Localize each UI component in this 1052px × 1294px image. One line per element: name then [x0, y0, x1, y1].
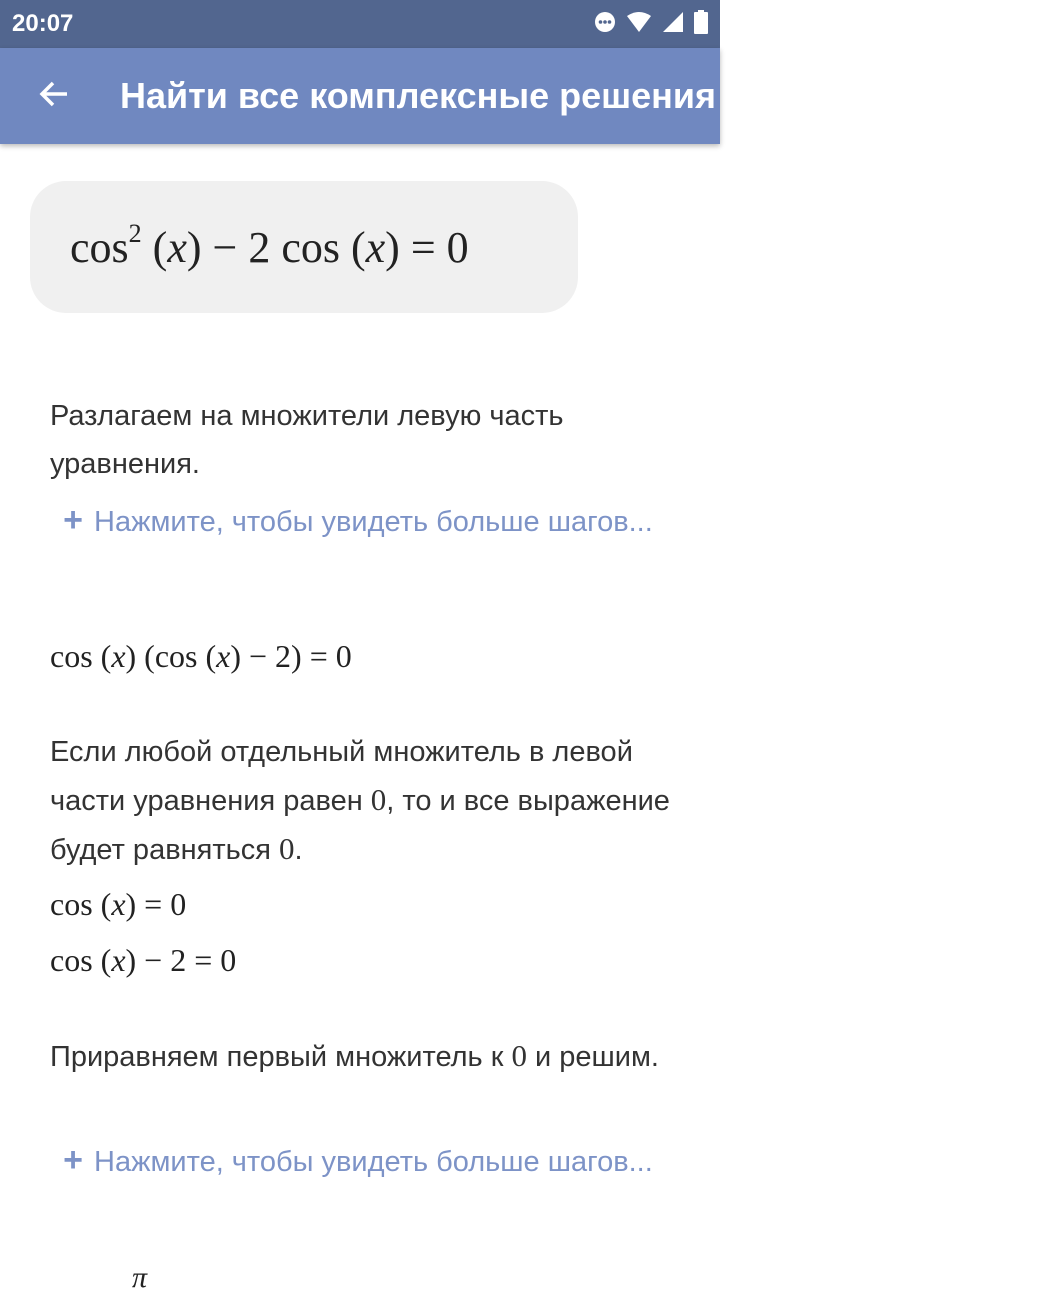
problem-equation-box — [30, 181, 578, 313]
plus-icon: + — [63, 1141, 83, 1179]
status-icons — [594, 12, 708, 36]
equation-cos-minus-two: cos (x) − 2 = 0 — [50, 942, 237, 978]
factored-equation: cos (x) (cos (x) − 2) = 0 — [50, 638, 352, 674]
first-factor-text: Приравняем первый множитель к 0 и решим. — [50, 1038, 659, 1073]
page-title: Найти все комплексные решения cos(x)^2-2cos(x)=0 — [120, 75, 1052, 116]
eq-power: 2 — [128, 218, 142, 248]
wifi-icon — [626, 11, 652, 38]
eq-coef: 2 — [248, 222, 271, 272]
more-icon — [594, 11, 616, 38]
more-steps-link[interactable] — [50, 496, 680, 546]
eq-rhs: 0 — [446, 222, 469, 272]
signal-icon — [662, 11, 684, 38]
eq-equals: = — [410, 222, 436, 272]
eq-fn-2: cos — [281, 222, 340, 272]
problem-equation: $\cos^2 (x) - 2$ cos (x) = 0 — [70, 218, 469, 272]
more-steps-link-2[interactable] — [50, 1136, 680, 1186]
battery-icon — [694, 10, 708, 39]
eq-var: x — [167, 222, 187, 272]
more-steps-label: Нажмите, чтобы увидеть больше шагов... — [94, 506, 653, 538]
solution-content[interactable] — [0, 144, 720, 1294]
app-bar — [0, 48, 1052, 144]
back-button[interactable] — [24, 66, 84, 126]
status-time: 20:07 — [12, 10, 74, 37]
more-steps-label: Нажмите, чтобы увидеть больше шагов... — [94, 1146, 653, 1178]
status-bar — [0, 0, 720, 48]
plus-icon: + — [63, 501, 83, 539]
eq-fn: cos — [70, 222, 129, 272]
partial-formula: π — [132, 1261, 148, 1294]
arrow-left-icon — [36, 76, 72, 117]
eq-minus: − — [212, 222, 238, 272]
zero-product-text: Если любой отдельный множитель в левой части уравнения равен 0, то и все выражение будет равняться 0. — [50, 736, 670, 866]
step-factor-text: Разлагаем на множители левую часть уравнения. — [50, 400, 564, 480]
equation-cos-zero: cos (x) = 0 — [50, 886, 187, 922]
eq-var-2: x — [365, 222, 386, 272]
